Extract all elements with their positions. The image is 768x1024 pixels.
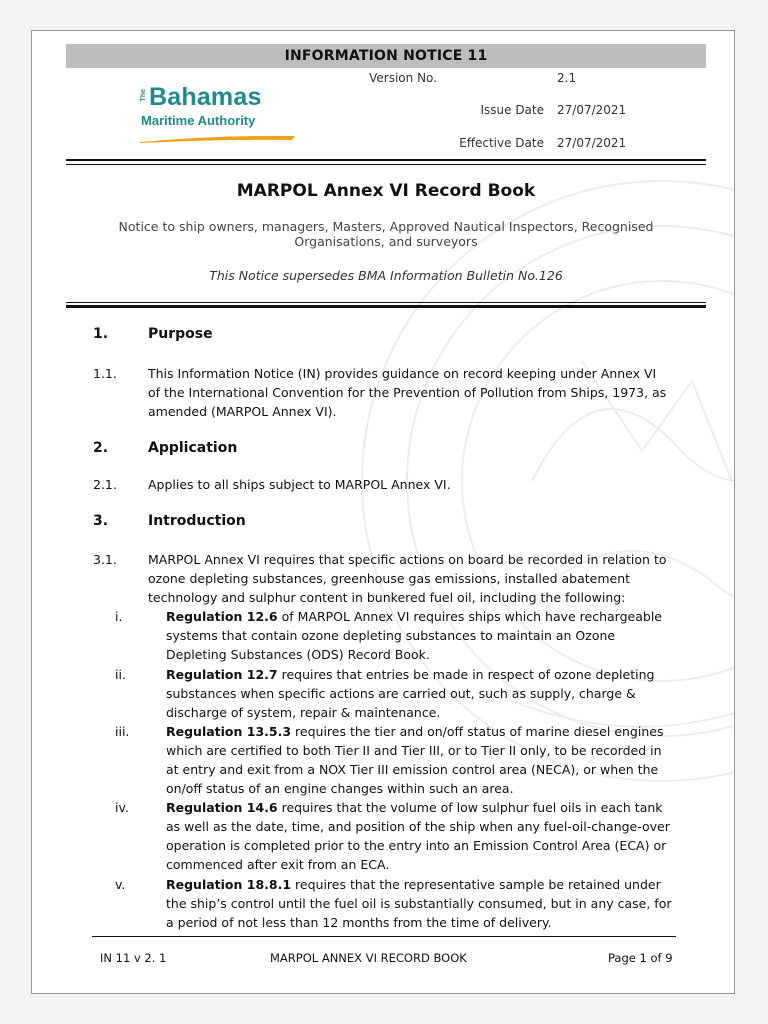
- paragraph-number: 1.1.: [93, 366, 117, 381]
- list-item-text: [166, 665, 676, 722]
- logo-swoosh: [140, 133, 300, 143]
- meta-key: Issue Date: [480, 103, 544, 117]
- section-number: 1.: [93, 326, 109, 342]
- footer-page-number: Page 1 of 9: [608, 951, 673, 965]
- section-title: Purpose: [148, 326, 213, 342]
- regulation-text: requires that the representative sample be retained under the ship’s control until the fuel oil is substantially consumed, but in any case, for a period of not less than 12 months from the time of delivery.: [166, 877, 672, 930]
- regulation-text: requires that the volume of low sulphur fuel oils in each tank as well as the date, time, and position of the ship when any fuel-oil-change-over operation is completed prior to the entry into an Emission Control Area (ECA) or commenced after exit from an ECA.: [166, 800, 670, 872]
- header-rule-thin: [66, 164, 706, 165]
- regulation-text: requires the tier and on/off status of marine diesel engines which are certified to both Tier II and Tier III, or to Tier II only, to be recorded in at entry and exit from a NOX Tier III emission control area (NECA), or when the on/off status of an engine changes within such an area.: [166, 724, 664, 796]
- list-item-number: iii.: [115, 724, 130, 739]
- bahamas-maritime-authority-logo: [140, 83, 310, 145]
- meta-value: 27/07/2021: [557, 136, 627, 150]
- footer-title: MARPOL ANNEX VI RECORD BOOK: [270, 951, 467, 965]
- supersedes-text: This Notice supersedes BMA Information Bulletin No.126: [209, 268, 563, 283]
- regulation-ref: Regulation 18.8.1: [166, 877, 292, 892]
- intro-rule-thin: [66, 302, 706, 303]
- footer-rule: [92, 936, 676, 937]
- section-title: Application: [148, 440, 238, 456]
- paragraph-text: This Information Notice (IN) provides guidance on record keeping under Annex VI of the International Convention for the Prevention of Pollution from Ships, 1973, as amended (MARPOL Annex VI).: [148, 366, 667, 419]
- header-rule-thick: [66, 159, 706, 161]
- logo-name: Bahamas: [149, 83, 262, 111]
- list-item-number: i.: [115, 609, 123, 624]
- document-page: [31, 30, 735, 994]
- regulation-text: of MARPOL Annex VI requires ships which have rechargeable systems that contain ozone depleting substances to maintain an Ozone Depleting Substances (ODS) Record Book.: [166, 609, 662, 662]
- paragraph-text: MARPOL Annex VI requires that specific actions on board be recorded in relation to ozone depleting substances, greenhouse gas emissions, installed abatement technology and sulphur content in bunkered fuel oil, including the following:: [148, 552, 667, 605]
- list-item-text: [166, 798, 676, 874]
- audience-text: Notice to ship owners, managers, Masters, Approved Nautical Inspectors, Recognised Organisations, and surveyors: [118, 219, 654, 249]
- regulation-text: requires that entries be made in respect of ozone depleting substances when specific actions are carried out, such as supply, charge & discharge of system, repair & maintenance.: [166, 667, 655, 720]
- list-item-number: v.: [115, 877, 126, 892]
- meta-value: 2.1: [557, 71, 577, 85]
- paragraph-text: Applies to all ships subject to MARPOL Annex VI.: [148, 477, 451, 492]
- list-item-text: [166, 722, 676, 798]
- list-item-text: [166, 875, 676, 932]
- paragraph-number: 3.1.: [93, 552, 117, 567]
- section-number: 2.: [93, 440, 109, 456]
- section-title: Introduction: [148, 513, 246, 529]
- regulation-ref: Regulation 14.6: [166, 800, 278, 815]
- meta-value: 27/07/2021: [557, 103, 627, 117]
- logo-the: The: [140, 89, 147, 102]
- meta-key: Effective Date: [459, 136, 544, 150]
- paragraph-number: 2.1.: [93, 477, 117, 492]
- list-item-number: iv.: [115, 800, 129, 815]
- list-item-number: ii.: [115, 667, 126, 682]
- meta-key: Version No.: [369, 71, 437, 85]
- regulation-ref: Regulation 12.6: [166, 609, 278, 624]
- logo-subtitle: Maritime Authority: [141, 113, 256, 128]
- intro-rule-thick: [66, 305, 706, 308]
- document-title: MARPOL Annex VI Record Book: [236, 181, 536, 201]
- regulation-ref: Regulation 13.5.3: [166, 724, 292, 739]
- regulation-ref: Regulation 12.7: [166, 667, 278, 682]
- notice-bar: INFORMATION NOTICE 11: [66, 44, 706, 68]
- list-item-text: [166, 607, 676, 664]
- section-number: 3.: [93, 513, 109, 529]
- footer-version: IN 11 v 2. 1: [100, 951, 167, 965]
